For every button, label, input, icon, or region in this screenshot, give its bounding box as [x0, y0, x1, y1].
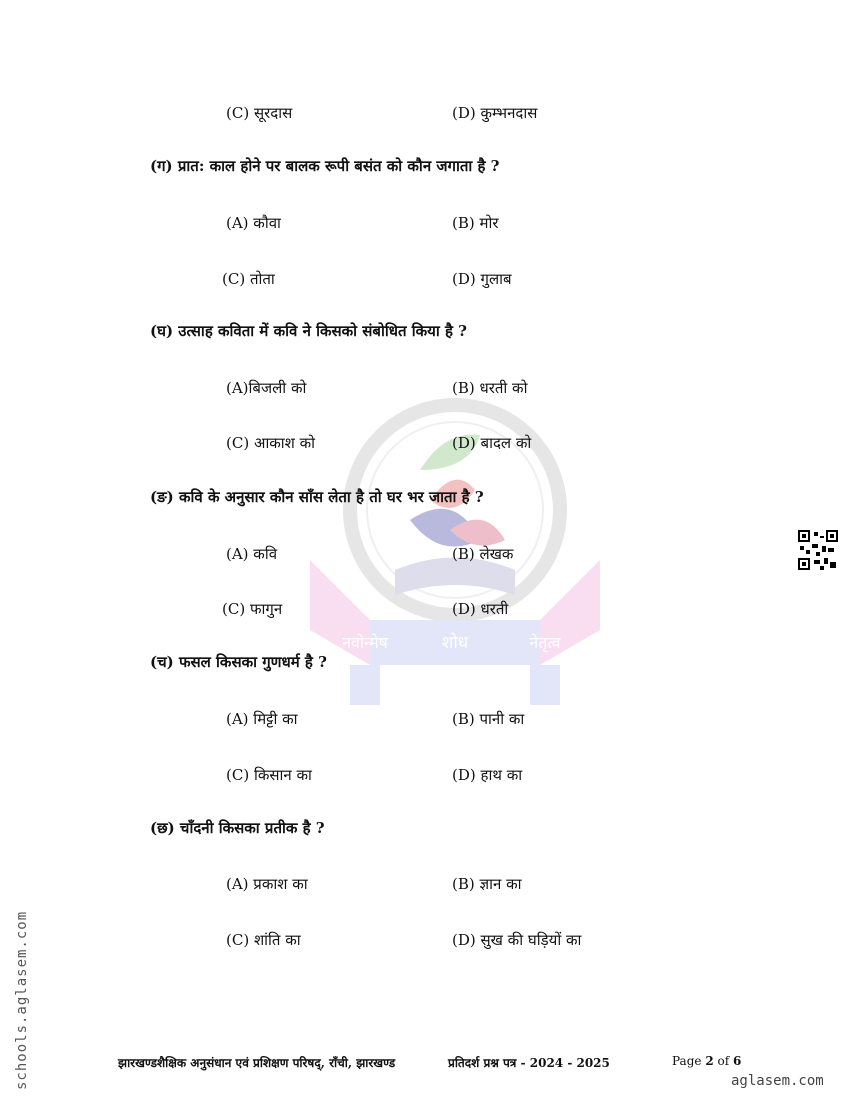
site-watermark: aglasem.com [731, 1073, 824, 1089]
option-cha-a: (A) मिट्टी का [226, 710, 298, 728]
option-ga-d: (D) गुलाब [452, 270, 512, 288]
page-current: 2 [705, 1054, 714, 1068]
option-gha-b: (B) धरती को [452, 379, 528, 397]
option-chha-c: (C) शांति का [226, 931, 301, 949]
option-gha-a: (A)बिजली को [226, 379, 307, 397]
option-ga-b: (B) मोर [452, 214, 499, 232]
question-cha: (च) फसल किसका गुणधर्म है ? [150, 653, 327, 671]
option-chha-b: (B) ज्ञान का [452, 875, 522, 893]
option-chha-d: (D) सुख की घड़ियों का [452, 931, 582, 949]
qr-code-icon [798, 530, 838, 570]
question-gha: (घ) उत्साह कविता में कवि ने किसको संबोधित किया है ? [150, 322, 467, 340]
option-cha-d: (D) हाथ का [452, 766, 523, 784]
option-cha-b: (B) पानी का [452, 710, 525, 728]
page-prefix: Page [672, 1054, 702, 1068]
option-nga-c: (C) फागुन [222, 600, 283, 618]
option-chha-a: (A) प्रकाश का [226, 875, 308, 893]
footer-page-number [672, 1054, 741, 1068]
option-nga-b: (B) लेखक [452, 545, 514, 563]
option-prev-c: (C) सूरदास [226, 104, 293, 122]
emblem-banner-right: नेतृत्व [529, 633, 561, 652]
page-of: of [717, 1054, 730, 1068]
emblem-banner-left: नवोन्मेष [342, 633, 388, 652]
option-nga-d: (D) धरती [452, 600, 509, 618]
option-gha-d: (D) बादल को [452, 434, 532, 452]
footer-paper-title: प्रतिदर्श प्रश्न पत्र - 2024 - 2025 [448, 1056, 610, 1070]
question-chha: (छ) चाँदनी किसका प्रतीक है ? [150, 819, 325, 837]
option-ga-c: (C) तोता [222, 270, 275, 288]
option-ga-a: (A) कौवा [226, 214, 281, 232]
emblem-banner-center: शोध [441, 633, 469, 653]
option-gha-c: (C) आकाश को [226, 434, 316, 452]
page-total: 6 [733, 1054, 742, 1068]
option-prev-d: (D) कुम्भनदास [452, 104, 538, 122]
footer-organization: झारखण्डशैक्षिक अनुसंधान एवं प्रशिक्षण परिषद्, राँची, झारखण्ड [118, 1056, 396, 1070]
question-ga: (ग) प्रात: काल होने पर बालक रूपी बसंत को कौन जगाता है ? [150, 157, 500, 175]
option-nga-a: (A) कवि [226, 545, 278, 563]
question-nga: (ङ) कवि के अनुसार कौन साँस लेता है तो घर भर जाता है ? [150, 488, 484, 506]
side-site-watermark: schools.aglasem.com [14, 910, 30, 1090]
option-cha-c: (C) किसान का [226, 766, 312, 784]
